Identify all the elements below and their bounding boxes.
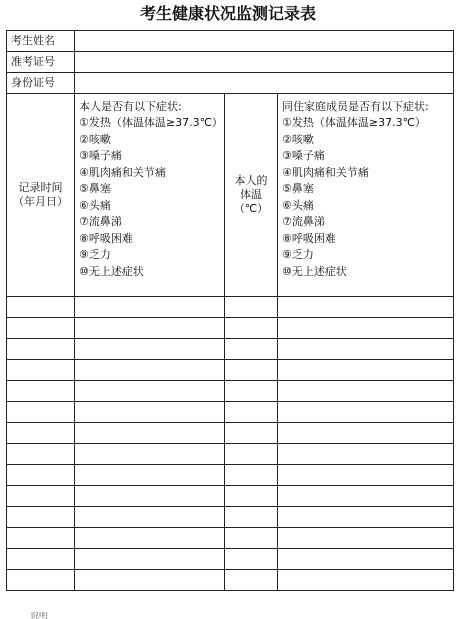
symptom-item: ⑧呼吸困难	[282, 231, 336, 245]
self-symptoms-cell[interactable]	[75, 570, 225, 591]
header-row	[7, 94, 454, 297]
symptom-item: ②咳嗽	[79, 132, 111, 146]
record-date-cell[interactable]	[7, 486, 75, 507]
temperature-cell[interactable]	[225, 528, 278, 549]
symptom-item: ⑨乏力	[79, 248, 111, 261]
record-date-cell[interactable]	[7, 402, 75, 423]
page-title: 考生健康状况监测记录表	[139, 4, 316, 23]
temp-header-line: 本人的	[234, 174, 268, 187]
record-row	[7, 465, 454, 486]
symptom-item: ④肌肉痛和关节痛	[282, 165, 369, 179]
temperature-cell[interactable]	[225, 507, 278, 528]
date-header-line: （年月日）	[13, 195, 68, 208]
symptom-item: ⑤鼻塞	[79, 182, 111, 195]
record-date-cell[interactable]	[7, 549, 75, 570]
family-symptoms-cell[interactable]	[278, 360, 454, 381]
record-row	[7, 297, 454, 318]
record-date-cell[interactable]	[7, 381, 75, 402]
symptom-item: ⑦流鼻涕	[79, 215, 122, 228]
footer-note: 说明	[30, 612, 49, 619]
family-symptoms-cell[interactable]	[278, 465, 454, 486]
record-row	[7, 360, 454, 381]
symptom-item: ③嗓子痛	[282, 149, 325, 162]
info-label: 考生姓名	[7, 31, 75, 52]
self-symptoms-cell[interactable]	[75, 486, 225, 507]
record-row	[7, 486, 454, 507]
temperature-cell[interactable]	[225, 381, 278, 402]
temperature-cell[interactable]	[225, 360, 278, 381]
self-symptoms-cell[interactable]	[75, 528, 225, 549]
self-symptoms-cell[interactable]	[75, 360, 225, 381]
date-column-header	[7, 94, 75, 297]
symptom-item: ①发热（体温体温≥37.3℃）	[282, 116, 426, 129]
record-row	[7, 423, 454, 444]
record-date-cell[interactable]	[7, 318, 75, 339]
record-row	[7, 339, 454, 360]
record-date-cell[interactable]	[7, 444, 75, 465]
record-row	[7, 528, 454, 549]
temperature-cell[interactable]	[225, 444, 278, 465]
temperature-column-header	[225, 94, 278, 297]
record-date-cell[interactable]	[7, 423, 75, 444]
family-symptom-list	[282, 115, 451, 280]
family-symptoms-cell[interactable]	[278, 570, 454, 591]
symptom-item: ①发热（体温体温≥37.3℃）	[79, 116, 223, 129]
record-row	[7, 444, 454, 465]
self-symptoms-cell[interactable]	[75, 318, 225, 339]
info-row-id-number	[7, 73, 454, 94]
family-symptoms-cell[interactable]	[278, 444, 454, 465]
temperature-cell[interactable]	[225, 549, 278, 570]
symptom-item: ③嗓子痛	[79, 149, 122, 162]
record-date-cell[interactable]	[7, 360, 75, 381]
record-row	[7, 507, 454, 528]
temp-header-line: 体温	[240, 188, 262, 201]
record-date-cell[interactable]	[7, 297, 75, 318]
info-row-name	[7, 31, 454, 52]
self-symptoms-cell[interactable]	[75, 444, 225, 465]
record-row	[7, 402, 454, 423]
symptom-item: ④肌肉痛和关节痛	[79, 165, 166, 179]
temperature-cell[interactable]	[225, 423, 278, 444]
family-symptoms-cell[interactable]	[278, 423, 454, 444]
family-symptoms-cell[interactable]	[278, 549, 454, 570]
self-symptoms-cell[interactable]	[75, 549, 225, 570]
temp-header-line: （℃）	[233, 202, 269, 215]
record-date-cell[interactable]	[7, 339, 75, 360]
temperature-cell[interactable]	[225, 297, 278, 318]
symptom-item: ⑥头痛	[79, 198, 111, 212]
self-symptoms-cell[interactable]	[75, 507, 225, 528]
family-symptoms-title: 同住家庭成员是否有以下症状:	[282, 100, 429, 113]
record-row	[7, 381, 454, 402]
temperature-cell[interactable]	[225, 486, 278, 507]
symptom-item: ⑦流鼻涕	[282, 215, 325, 228]
family-symptoms-cell[interactable]	[278, 486, 454, 507]
self-symptoms-cell[interactable]	[75, 381, 225, 402]
self-symptoms-cell[interactable]	[75, 423, 225, 444]
self-symptoms-cell[interactable]	[75, 465, 225, 486]
family-symptoms-cell[interactable]	[278, 297, 454, 318]
self-symptoms-title: 本人是否有以下症状:	[79, 100, 182, 113]
family-symptoms-header	[278, 94, 454, 297]
symptom-item: ⑤鼻塞	[282, 182, 314, 195]
family-symptoms-cell[interactable]	[278, 381, 454, 402]
date-header-line: 记录时间	[18, 181, 63, 194]
symptom-item: ⑩无上述症状	[282, 264, 347, 278]
id-number-field[interactable]	[75, 73, 454, 94]
info-row-exam-id	[7, 52, 454, 73]
self-symptoms-cell[interactable]	[75, 339, 225, 360]
record-date-cell[interactable]	[7, 465, 75, 486]
family-symptoms-cell[interactable]	[278, 339, 454, 360]
self-symptom-list	[79, 115, 222, 280]
record-row	[7, 549, 454, 570]
record-date-cell[interactable]	[7, 570, 75, 591]
info-label: 准考证号	[7, 52, 75, 73]
self-symptoms-header	[75, 94, 225, 297]
family-symptoms-cell[interactable]	[278, 507, 454, 528]
self-symptoms-cell[interactable]	[75, 297, 225, 318]
family-symptoms-cell[interactable]	[278, 402, 454, 423]
temperature-cell[interactable]	[225, 402, 278, 423]
symptom-item: ⑧呼吸困难	[79, 231, 133, 245]
temperature-cell[interactable]	[225, 318, 278, 339]
record-row	[7, 570, 454, 591]
record-row	[7, 318, 454, 339]
temperature-cell[interactable]	[225, 339, 278, 360]
exam-id-field[interactable]	[75, 52, 454, 73]
record-date-cell[interactable]	[7, 528, 75, 549]
health-record-table	[6, 30, 454, 591]
symptom-item: ⑩无上述症状	[79, 264, 144, 278]
info-label: 身份证号	[7, 73, 75, 94]
self-symptoms-cell[interactable]	[75, 402, 225, 423]
temperature-cell[interactable]	[225, 570, 278, 591]
family-symptoms-cell[interactable]	[278, 528, 454, 549]
name-field[interactable]	[75, 31, 454, 52]
symptom-item: ⑥头痛	[282, 198, 314, 212]
symptom-item: ②咳嗽	[282, 132, 314, 146]
temperature-cell[interactable]	[225, 465, 278, 486]
symptom-item: ⑨乏力	[282, 248, 314, 261]
record-date-cell[interactable]	[7, 507, 75, 528]
family-symptoms-cell[interactable]	[278, 318, 454, 339]
